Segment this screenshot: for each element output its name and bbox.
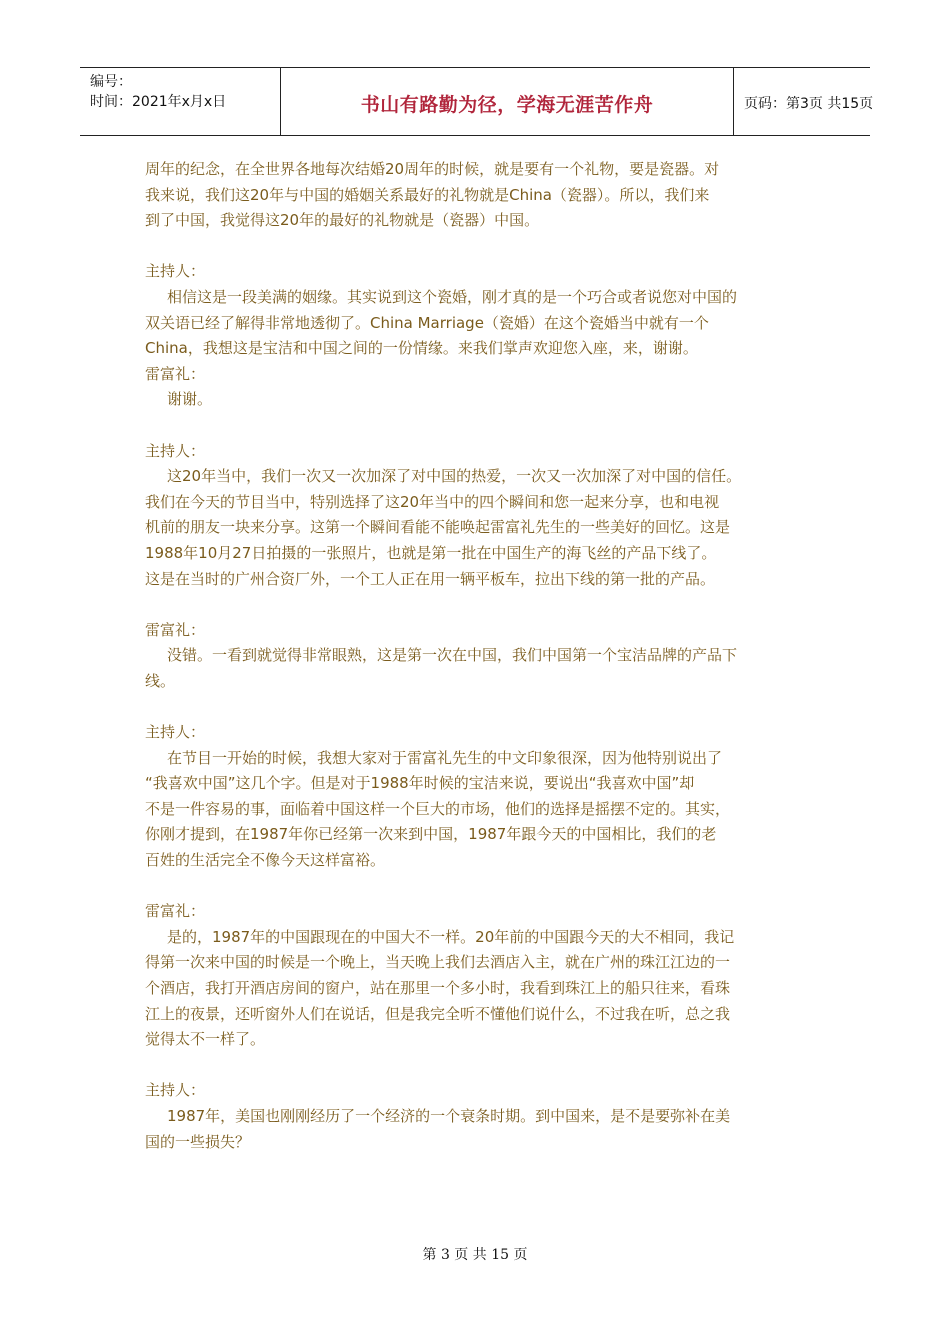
paragraph-gap xyxy=(145,694,805,720)
paragraph-first-line: 1987年，美国也刚刚经历了一个经济的一个衰条时期。到中国来，是不是要弥补在美 xyxy=(167,1106,731,1125)
paragraph-first-line: 在节目一开始的时候，我想大家对于雷富礼先生的中文印象很深，因为他特别说出了 xyxy=(167,748,723,767)
text-line: 机前的朋友一块来分享。这第一个瞬间看能不能唤起雷富礼先生的一些美好的回忆。这是 xyxy=(145,518,731,537)
text-line: 百姓的生活完全不像今天这样富裕。 xyxy=(145,851,386,870)
header-left-cell xyxy=(80,68,281,135)
paragraph-first-line: 是的，1987年的中国跟现在的中国大不一样。20年前的中国跟今天的大不相同，我记 xyxy=(167,927,735,946)
text-line: 主持人： xyxy=(145,262,206,281)
text-line: 我来说，我们这20年与中国的婚姻关系最好的礼物就是China（瓷器）。所以，我们来 xyxy=(145,185,710,204)
text-line: 雷富礼： xyxy=(145,620,206,639)
text-line: 不是一件容易的事，面临着中国这样一个巨大的市场，他们的选择是摇摆不定的。其实， xyxy=(145,799,731,818)
text-line: 这是在当时的广州合资厂外，一个工人正在用一辆平板车，拉出下线的第一批的产品。 xyxy=(145,569,716,588)
paragraph-gap xyxy=(145,874,805,900)
text-line: 得第一次来中国的时候是一个晚上，当天晚上我们去酒店入主，就在广州的珠江江边的一 xyxy=(145,953,731,972)
paragraph-gap xyxy=(145,413,805,439)
text-line: 到了中国，我觉得这20年的最好的礼物就是（瓷器）中国。 xyxy=(145,211,540,230)
text-line: 觉得太不一样了。 xyxy=(145,1030,266,1049)
header-right-cell xyxy=(734,68,874,135)
text-line: 我们在今天的节目当中，特别选择了这20年当中的四个瞬间和您一起来分享，也和电视 xyxy=(145,492,720,511)
document-body xyxy=(145,157,805,1155)
paragraph-first-line: 相信这是一段美满的姻缘。其实说到这个瓷婚，刚才真的是一个巧合或者说您对中国的 xyxy=(167,287,738,306)
text-line: 1988年10月27日拍摄的一张照片，也就是第一批在中国生产的海飞丝的产品下线了。 xyxy=(145,543,717,562)
text-line: 国的一些损失？ xyxy=(145,1132,251,1151)
text-line: China，我想这是宝洁和中国之间的一份情缘。来我们掌声欢迎您入座，来，谢谢。 xyxy=(145,339,698,358)
header-middle-cell xyxy=(281,68,734,135)
paragraph-gap xyxy=(145,1053,805,1079)
text-line: 雷富礼： xyxy=(145,902,206,921)
document-number-label: 编号： xyxy=(90,74,132,90)
text-line: 周年的纪念，在全世界各地每次结婚20周年的时候，就是要有一个礼物，要是瓷器。对 xyxy=(145,160,720,178)
text-line: 雷富礼： xyxy=(145,364,206,383)
text-line: 个酒店，我打开酒店房间的窗户，站在那里一个多小时，我看到珠江上的船只往来，看珠 xyxy=(145,979,731,997)
text-line: “我喜欢中国”这几个字。但是对于1988年时候的宝洁来说，要说出“我喜欢中国”却 xyxy=(145,774,695,793)
text-line: 你刚才提到，在1987年你已经第一次来到中国，1987年跟今天的中国相比，我们的老 xyxy=(145,825,717,844)
text-line: 主持人： xyxy=(145,723,206,742)
text-line: 双关语已经了解得非常地透彻了。China Marriage（瓷婚）在这个瓷婚当中就有一个 xyxy=(145,313,709,332)
text-line: 主持人： xyxy=(145,1081,206,1100)
text-line: 主持人： xyxy=(145,441,206,460)
page-code-label: 页码：第3页 共15页 xyxy=(744,96,874,112)
text-line: 线。 xyxy=(145,671,176,690)
paragraph-gap xyxy=(145,592,805,618)
paragraph-first-line: 没错。一看到就觉得非常眼熟，这是第一次在中国，我们中国第一个宝洁品牌的产品下 xyxy=(167,646,738,665)
paragraph-first-line: 这20年当中，我们一次又一次加深了对中国的热爱，一次又一次加深了对中国的信任。 xyxy=(167,467,742,486)
text-line: 江上的夜景，还听窗外人们在说话，但是我完全听不懂他们说什么，不过我在听，总之我 xyxy=(145,1004,731,1023)
paragraph-first-line: 谢谢。 xyxy=(167,390,213,409)
header-motto: 书山有路勤为径，学海无涯苦作舟 xyxy=(360,94,654,116)
document-time-label: 时间：2021年x月x日 xyxy=(90,94,227,110)
paragraph-gap xyxy=(145,234,805,260)
header-table xyxy=(80,67,874,136)
page-footer: 第 3 页 共 15 页 xyxy=(422,1247,528,1263)
